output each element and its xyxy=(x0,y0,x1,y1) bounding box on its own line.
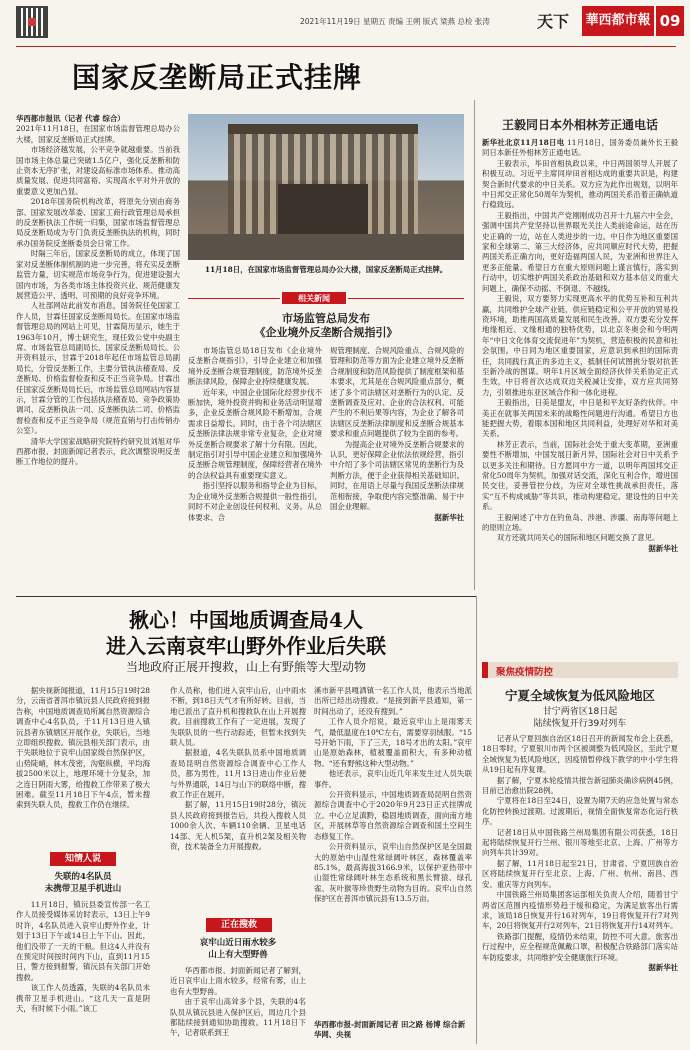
photo-caption: 11月18日，在国家市场监督管理总局办公大楼，国家反垄断局正式挂牌。 xyxy=(204,265,448,274)
lost-paragraph: 据报道，4名失联队员系中国地质调查局昆明自然资源综合调查中心工作人员，都为男性，11月13日进山作业后便与外界通联，14日与山下的联络中断，搜救工作正在展开。 xyxy=(170,748,306,800)
wang-paragraph: 王毅阐述了中方在钓鱼岛、涉港、涉疆、南海等问题上的原则立场。 xyxy=(482,512,678,533)
wang-paragraph: 林芳正表示，当前，国际社会处于重大变革期，亚洲重要性不断增加，中国发展日新月异，国际社会对日中关系予以更多关注和期待。日方愿同中方一道，以明年两国邦交正常化50周年为契机，加强对话交流，深化互利合作，增进国民交往，妥善管控分歧，为应对全球性挑战承担责任，落实“互不构成威胁”等共识，推动构建稳定、建设性的日中关系。 xyxy=(482,439,678,512)
page-number: 09 xyxy=(656,6,684,36)
lead-byline: 华西都市报讯（记者 代睿 综合） xyxy=(16,114,125,123)
epidemic-banner xyxy=(482,662,678,678)
wang-source: 据新华社 xyxy=(648,543,678,553)
epidemic-source: 据新华社 xyxy=(648,962,678,972)
related-source: 据新华社 xyxy=(434,512,464,522)
related-headline-2: 《企业境外反垄断合规指引》 xyxy=(254,326,398,339)
lost-col-2a xyxy=(170,686,306,912)
related-news-tag: 相关新闻 xyxy=(282,292,346,304)
lead-photo xyxy=(188,114,464,260)
epidemic-body xyxy=(482,734,678,1044)
qr-code xyxy=(16,6,48,38)
epidemic-paragraph: 记者18日从中国铁路兰州局集团有限公司获悉，18日起将陆续恢复开行兰州、银川等地至北京、上海、广州等方向列车共计39对。 xyxy=(482,827,678,858)
lead-paragraph: 清华大学国家战略研究院特约研究员刘旭对华西都市报、封面新闻记者表示，此次调整说明反垄断工作地位的提升。 xyxy=(16,436,180,467)
lead-paragraph: 人社部网站此前发布消息，国务院任免国家工作人员，甘霖任国家反垄断局局长。在国家市场监督管理总局的网站上可见，甘霖简历显示，她生于1963年10月，博士研究生，现任致公党中央副主席、市场监管总局副局长、国家反垄断局局长。公开资料显示，甘霖于2018年起任市场监管总局副局长，分管反垄断工作，主要分管执法稽查局、反垄断局、价格监督检查和反不正当竞争局。甘霖出任国家反垄断局局长后，市场监管总局网站内容显示，甘霖分管的工作包括执法稽查局、竞争政策协调司、反垄断执法一司、反垄断执法二司、价格监督检查和反不正当竞争局（规范直销与打击传销办公室）。 xyxy=(16,301,180,436)
lead-paragraph: 时隔三年后，国家反垄断局的成立，体现了国家对反垄断体制机制的进一步完善，将充实反垄断监管力量，切实规范市场竞争行为，促进建设强大国内市场，为各类市场主体投资兴业、规范健康发展营造公平、透明、可预期的良好竞争环境。 xyxy=(16,249,180,300)
wang-paragraph: 王毅指出，日美是盟友，中日是和平友好条约伙伴。中美正在就事关两国未来的战略性问题进行沟通。希望日方也能把握大势，着眼本国和地区共同利益，处理好对华和对美关系。 xyxy=(482,398,678,439)
epidemic-paragraph: 宁夏将在18日至24日，设置为期7天的应急处置与常态化防控转换过渡期。过渡期后，视情全面恢复常态化运行秩序。 xyxy=(482,796,678,827)
lost-paragraph: 公开资料显示，中国地质调查局昆明自然资源综合调查中心于2020年9月23日正式挂牌成立。中心立足滇黔，稳固地质调查，面向南方地区，开展林草等自然资源综合调查和国土空间生态修复工作。 xyxy=(314,790,472,841)
related-paragraph: 近年来，中国企业国际化经营步伐不断加快，境外投资并购和业务活动明显增多，企业反垄断合规风险不断增加，合规需求日益增长。同时，由于各个司法辖区反垄断法律法规非常专业复杂，企业对境外反垄断合规要求了解十分有限。因此，制定指引对引导中国企业建立和加强境外反垄断合规管理制度，保障经营者在境外的合法权益具有重要现实意义。 xyxy=(188,387,322,480)
related-paragraph: 为提高企业对境外反垄断合规要求的认识，更好保障企业依法依规经营，指引中介绍了多个司法辖区常见的垄断行为及判断方法，便于企业获得相关基础知识。同时，在用语上尽量与我国反垄断法律规范相衔接，争取使内容完整准确、易于中国企业理解。 xyxy=(330,439,464,512)
lost-paragraph: 溪市新平县嘎洒镇一名工作人员，他表示当地派出所已经出动搜救。“是接到新平县通知，第一时间出动了，还没有搜到。” xyxy=(314,686,472,716)
insider-tag: 知情人说 xyxy=(50,852,116,866)
insider-head-2: 未携带卫星手机进山 xyxy=(44,884,122,894)
related-rule xyxy=(348,298,464,299)
lost-paragraph: 该工作人员透露，失联的4名队员未携带卫星手机进山。“这几天一直是阴天，有时候下小雨。”该工 xyxy=(16,983,150,1014)
wang-paragraph: 11月18日，国务委员兼外长王毅同日本新任外相林芳正通电话。 xyxy=(482,138,678,158)
lead-headline: 国家反垄断局正式挂牌 xyxy=(72,61,363,94)
search-head-1: 哀牢山近日雨水较多 xyxy=(199,938,277,948)
related-headline-1: 市场监管总局发布 xyxy=(282,312,370,325)
date-line: 2021年11月19日 星期五 责编 王朔 版式 梁燕 总检 张涛 xyxy=(300,17,490,26)
lost-headline-2: 进入云南哀牢山野外作业后失联 xyxy=(106,634,386,658)
lost-intro xyxy=(16,686,150,844)
lost-col-2b xyxy=(170,966,306,1042)
wang-paragraph: 王毅说，双方要努力实现更高水平的优势互补和互利共赢，共同维护全球产业链、供应链稳定和公平开放的贸易投资环境，助推两国高质量发展和民生改善。双方要充分发挥地缘相近、文缘相通的独特优势，以北京冬奥会和今明两年“中日文化体育交流促进年”为契机，营造积极的民意和社会氛围。中日同为地区重要国家，应意识到承担的国际责任，共同践行真正的多边主义，抵制任何试图挑分裂对抗甚至新冷战的图谋。明年1月区域全面经济伙伴关系协定正式生效，中日将首次达成双边关税减让安排，双方应共同努力，引领推进东亚区域合作和一体化进程。 xyxy=(482,294,678,397)
lost-subhead: 当地政府正展开搜救，山上有野熊等大型动物 xyxy=(125,660,366,674)
wang-body xyxy=(482,138,678,644)
section-label: 天下 xyxy=(537,12,570,31)
section-rule xyxy=(16,596,476,597)
wang-paragraph: 王毅表示，毕田首相执政以来，中日两国领导人开展了积极互动。习近平主席同岸田首相达成的重要共识是，构建契合新时代要求的中日关系。双方应为此作出规划，以明年中日邦交正常化50周年为契机，推动两国关系沿着正确轨道行稳致远。 xyxy=(482,158,678,210)
lead-body xyxy=(16,114,180,590)
lost-paragraph: 据了解，11月15日19时28分，镇沅县人民政府接到报告后，共投入搜救人员1000余人次、车辆110余辆、卫星电话14部、无人机5架，直升机2架及相关物资，技术装备全力开展搜救。 xyxy=(170,800,306,852)
wang-paragraph: 双方还就共同关心的国际和地区问题交换了意见。 xyxy=(496,533,660,543)
lost-col-1 xyxy=(16,900,150,1042)
search-head-2: 山上有大型野兽 xyxy=(208,950,268,960)
wang-byline: 新华社北京11月18日电 xyxy=(482,138,565,147)
header-rule xyxy=(16,46,676,47)
epidemic-headline: 宁夏全域恢复为低风险地区 xyxy=(504,688,655,703)
lost-intro-text: 据央视新闻报道，11月15日19时28分，云南省普洱市镇沅县人民政府接到报告称，中国地质调查局所属自然资源综合调查中心4名队员，于11月13日进入镇沅县者东镇辖区开展作业，失联后，当地立即组织搜救。镇沅县相关部门表示，由于失联地位于哀牢山国家级自然保护区，山势陡峭，林木茂密，沟壑纵横，平均海拔2500米以上，地理环境十分复杂，加之连日阴雨大雾，给搜救工作带来了极大困难。截至11月18日下午4点，暂未搜索到失联人员，搜救工作仍在继续。 xyxy=(16,686,150,810)
lost-source: 华西都市报-封面新闻记者 田之路 杨博 综合新华网、央视 xyxy=(314,1020,466,1039)
related-paragraph: 规管理制度、合规风险重点、合规风险的管理和防范等方面为企业建立境外反垄断合规制度和防范风险提供了制度框架和基本要求，尤其是在合规风险重点部分，概述了多个司法辖区对垄断行为的认定、反垄断调查及应对、企业的合法权利、可能产生的不利后果等内容，为企业了解各司法辖区反垄断法律制度和反垄断合规基本要求和重点问题提供了较为全面的参考。 xyxy=(330,346,464,439)
lost-paragraph: 作人员称，他们进入哀牢山后，山中雨水不断，到18日天气才有所好转。目前，当地已派出了直升机和搜救队在山上开展搜救。目前搜救工作有了一定进展，发现了失联队员的一些行动踪迹，但暂未找到失联人员。 xyxy=(170,686,306,748)
lost-paragraph: 由于哀牢山高耸多个县，失联的4名队员从镇沅县进入保护区后，周边几个县都陆续接到通知协助搜救。11月18日下午，记者联系到王 xyxy=(170,997,306,1038)
search-tag: 正在搜救 xyxy=(206,918,272,932)
epidemic-sub-1: 甘宁两省区18日起 xyxy=(542,707,618,717)
lost-paragraph: 他还表示，哀牢山近几年来发生过人员失联事件。 xyxy=(314,769,472,789)
lost-paragraph: 工作人员介绍说，最近哀牢山上是雨雾天气，最低温度在10℃左右，需要穿羽绒服。“15号开始下雨，下了三天，18号才出的太阳。”哀牢山是原始森林，植被覆盖面积大，有多种动植物。“还有野熊这种大型动物。” xyxy=(314,717,472,768)
lost-col-3 xyxy=(314,686,472,1016)
wang-paragraph: 王毅指出，中国共产党刚刚成功召开十九届六中全会，强调中国共产党坚持以世界眼光关注人类前途命运，站在历史正确的一边，站在人类进步的一边。中日作为地区重要国家和全球第二、第三大经济体，应共同顺应时代大势，把握两国关系正确方向，更好造福两国人民，为亚洲和世界注入更多正能量。希望日方在重大原则问题上谨言慎行，落实到行动中，切实维护两国关系政治基础和双方基本信义的重大问题上，确保不动摇、不倒退、不越线。 xyxy=(482,210,678,293)
column-rule xyxy=(474,100,475,590)
epidemic-tag: 聚焦疫情防控 xyxy=(496,667,554,678)
related-rule xyxy=(188,298,280,299)
wang-headline: 王毅同日本外相林芳正通电话 xyxy=(501,118,658,132)
lost-paragraph: 公开资料显示，哀牢山自然保护区是全国最大的原始中山湿性常绿阔叶林区，森林覆盖率85.1%，最高海拔3166.9米，以保护亚热带中山湿性常绿阔叶林生态系统和黑长臂猿、绿孔雀、灰叶猴等珍贵野生动物为目的。哀牢山自然保护区在普洱市镇沅县有13.5万亩。 xyxy=(314,842,472,904)
related-body-a xyxy=(188,346,322,578)
epidemic-paragraph: 中国铁路兰州局集团客运部相关负责人介绍，随着甘宁两省区范围内疫情形势趋于缓和稳定，为满足旅客出行需求，该局18日恢复开行16对列车，19日将恢复开行7对列车，20日将恢复开行2对列车，21日将恢复开行14对列车。 xyxy=(482,890,678,931)
insider-head-1: 失联的4名队员 xyxy=(54,872,112,882)
brand-logo: 華西都市報 xyxy=(582,6,654,36)
lost-paragraph: 华西都市报、封面新闻记者了解到，近日哀牢山上雨水较多，经常有雾，山上也有大型野兽。 xyxy=(170,966,306,996)
related-paragraph: 市场监管总局18日发布《企业境外反垄断合规指引》，引导企业建立和加强境外反垄断合规管理制度，防范境外反垄断法律风险，保障企业持续健康发展。 xyxy=(188,346,322,387)
related-paragraph: 指引坚持以服务和指导企业为目标，为企业境外反垄断合规提供一般性指引，同时不对企业创设任何权利、义务。从总体要求、合 xyxy=(188,481,322,522)
related-body-b xyxy=(330,346,464,578)
epidemic-paragraph: 铁路部门提醒，疫情仍未结束，防控不可大意。旅客出行过程中，应全程规范佩戴口罩，积极配合铁路部门落实站车防疫要求，共同维护安全健康旅行环境。 xyxy=(482,931,678,962)
epidemic-paragraph: 据了解，宁夏本轮疫情共报告新冠肺炎确诊病例45例，目前已治愈出院28例。 xyxy=(482,775,678,796)
lead-paragraph: 2018年国务院机构改革，将原先分别由商务部、国家发展改革委、国家工商行政管理总局承担的反垄断执法工作统一归集，国家市场监督管理总局反垄断局成为专门负责反垄断执法的机构，同时承办国务院反垄断委员会日常工作。 xyxy=(16,197,180,248)
lost-headline-1: 揪心！中国地质调查局4人 xyxy=(129,608,363,632)
lost-paragraph: 11月18日，镇沅县委宣传部一名工作人员接受媒体采访时表示，13日上午9时许，4名队员进入哀牢山野外作业，计划于13日下午或14日上午下山。因此，他们没带了一天的干粮。但这4人并没有在预定时间按时间内下山，直到11月15日，警方接到报警，镇沅县有关部门开始搜救。 xyxy=(16,900,150,982)
epidemic-sub-2: 陆续恢复开行39对列车 xyxy=(533,719,627,729)
epidemic-paragraph: 据了解，11月18日起至21日，甘肃省、宁夏回族自治区将陆续恢复开行至北京、上海、广州、杭州、南昌、西安、重庆等方向列车。 xyxy=(482,858,678,889)
lead-paragraph: 2021年11月18日，在国家市场监督管理总局办公大楼，国家反垄断局正式挂牌。 xyxy=(16,124,180,144)
column-rule xyxy=(476,596,477,1044)
epidemic-paragraph: 记者从宁夏回族自治区18日召开的新闻发布会上获悉，18日零时，宁夏银川市两个区被调整为低风险区，至此宁夏全域恢复为低风险地区，因疫情暂停线下教学的中小学生将从19日起有序复课。 xyxy=(482,734,678,775)
lead-paragraph: 市场经济越发展，公平竞争就越重要。当前我国市场主体总量已突破1.5亿户，强化反垄断和防止资本无序扩张，对建设高标准市场体系、推动高质量发展、促进共同富裕、实现高水平对外开放的重要意义更加凸显。 xyxy=(16,145,180,196)
